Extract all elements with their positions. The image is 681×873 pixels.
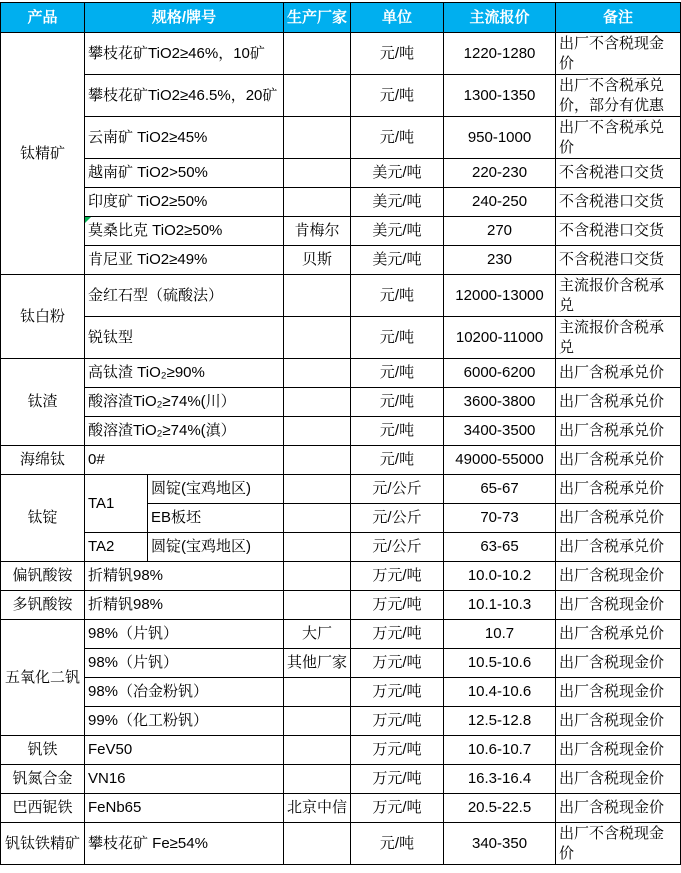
table-row: [1, 707, 681, 736]
price-cell: 6000-6200: [444, 359, 556, 388]
note-cell: 出厂含税现金价: [556, 736, 681, 765]
table-row: [1, 33, 681, 75]
spec-cell: 金红石型（硫酸法）: [85, 275, 284, 317]
product-cell: 多钒酸铵: [1, 591, 85, 620]
spec-cell: 折精钒98%: [85, 562, 284, 591]
note-cell: 出厂含税承兑价: [556, 620, 681, 649]
table-row: [1, 823, 681, 865]
price-cell: 270: [444, 217, 556, 246]
product-cell: 五氧化二钒: [1, 620, 85, 736]
note-cell: 出厂不含税承兑价: [556, 117, 681, 159]
producer-cell: 北京中信: [284, 794, 351, 823]
spec-cell: 越南矿 TiO2>50%: [85, 159, 284, 188]
unit-cell: 元/吨: [351, 117, 444, 159]
spec-cell: 98%（片钒）: [85, 649, 284, 678]
unit-cell: 元/吨: [351, 446, 444, 475]
note-cell: 主流报价含税承兑: [556, 317, 681, 359]
brand-cell: TA2: [85, 533, 148, 562]
note-cell: 出厂含税承兑价: [556, 533, 681, 562]
unit-cell: 美元/吨: [351, 217, 444, 246]
product-cell: 钛渣: [1, 359, 85, 446]
producer-cell: [284, 188, 351, 217]
note-cell: 不含税港口交货: [556, 217, 681, 246]
table-row: [1, 765, 681, 794]
product-cell: 偏钒酸铵: [1, 562, 85, 591]
price-cell: 49000-55000: [444, 446, 556, 475]
price-cell: 12000-13000: [444, 275, 556, 317]
price-cell: 12.5-12.8: [444, 707, 556, 736]
note-cell: 出厂含税现金价: [556, 649, 681, 678]
note-cell: 出厂含税现金价: [556, 794, 681, 823]
price-cell: 10.0-10.2: [444, 562, 556, 591]
unit-cell: 万元/吨: [351, 678, 444, 707]
unit-cell: 万元/吨: [351, 707, 444, 736]
spec-cell: 攀枝花矿TiO2≥46%，10矿: [85, 33, 284, 75]
table-row: [1, 736, 681, 765]
price-cell: 70-73: [444, 504, 556, 533]
spec-cell: 莫桑比克 TiO2≥50%: [85, 217, 284, 246]
table-row: [1, 117, 681, 159]
price-cell: 20.5-22.5: [444, 794, 556, 823]
unit-cell: 元/吨: [351, 417, 444, 446]
spec-cell: FeV50: [85, 736, 284, 765]
table-row: [1, 649, 681, 678]
producer-cell: [284, 159, 351, 188]
unit-cell: 元/吨: [351, 823, 444, 865]
unit-cell: 美元/吨: [351, 246, 444, 275]
spec-cell: 印度矿 TiO2≥50%: [85, 188, 284, 217]
producer-cell: [284, 275, 351, 317]
table-row: [1, 475, 681, 504]
table-row: [1, 620, 681, 649]
header-product: 产品: [1, 3, 85, 33]
unit-cell: 万元/吨: [351, 794, 444, 823]
unit-cell: 元/吨: [351, 75, 444, 117]
unit-cell: 美元/吨: [351, 159, 444, 188]
producer-cell: 其他厂家: [284, 649, 351, 678]
note-cell: 出厂含税承兑价: [556, 446, 681, 475]
header-note: 备注: [556, 3, 681, 33]
spec-cell: 攀枝花矿 Fe≥54%: [85, 823, 284, 865]
producer-cell: [284, 117, 351, 159]
table-row: [1, 562, 681, 591]
note-cell: 不含税港口交货: [556, 159, 681, 188]
spec-cell: 高钛渣 TiO₂≥90%: [85, 359, 284, 388]
price-cell: 950-1000: [444, 117, 556, 159]
product-cell: 钛白粉: [1, 275, 85, 359]
table-row: [1, 794, 681, 823]
table-row: [1, 678, 681, 707]
producer-cell: [284, 475, 351, 504]
producer-cell: 肯梅尔: [284, 217, 351, 246]
price-cell: 16.3-16.4: [444, 765, 556, 794]
unit-cell: 万元/吨: [351, 591, 444, 620]
note-cell: 出厂含税承兑价: [556, 388, 681, 417]
note-cell: 出厂含税现金价: [556, 765, 681, 794]
table-row: [1, 275, 681, 317]
spec-cell: 圆锭(宝鸡地区): [148, 475, 284, 504]
producer-cell: [284, 317, 351, 359]
product-cell: 巴西铌铁: [1, 794, 85, 823]
table-row: [1, 388, 681, 417]
product-cell: 钛精矿: [1, 33, 85, 275]
producer-cell: [284, 562, 351, 591]
spec-cell: 酸溶渣TiO₂≥74%(滇）: [85, 417, 284, 446]
note-cell: 出厂含税现金价: [556, 707, 681, 736]
price-cell: 10.1-10.3: [444, 591, 556, 620]
unit-cell: 万元/吨: [351, 620, 444, 649]
price-cell: 3600-3800: [444, 388, 556, 417]
producer-cell: [284, 504, 351, 533]
note-cell: 主流报价含税承兑: [556, 275, 681, 317]
spec-cell: 99%（化工粉钒）: [85, 707, 284, 736]
producer-cell: [284, 533, 351, 562]
unit-cell: 元/吨: [351, 275, 444, 317]
table-row: [1, 75, 681, 117]
header-price: 主流报价: [444, 3, 556, 33]
unit-cell: 元/公斤: [351, 475, 444, 504]
note-cell: 出厂不含税现金价: [556, 33, 681, 75]
unit-cell: 元/吨: [351, 359, 444, 388]
unit-cell: 万元/吨: [351, 736, 444, 765]
price-table: [0, 2, 681, 865]
spec-cell: 98%（片钒）: [85, 620, 284, 649]
price-cell: 1220-1280: [444, 33, 556, 75]
header-producer: 生产厂家: [284, 3, 351, 33]
product-cell: 钒铁: [1, 736, 85, 765]
price-cell: 220-230: [444, 159, 556, 188]
price-cell: 10.6-10.7: [444, 736, 556, 765]
note-cell: 出厂含税现金价: [556, 562, 681, 591]
price-cell: 10200-11000: [444, 317, 556, 359]
product-cell: 钛锭: [1, 475, 85, 562]
note-cell: 出厂不含税承兑价，部分有优惠: [556, 75, 681, 117]
note-cell: 出厂含税承兑价: [556, 359, 681, 388]
spec-cell: 酸溶渣TiO₂≥74%(川）: [85, 388, 284, 417]
price-table-body: [1, 33, 681, 865]
unit-cell: 万元/吨: [351, 562, 444, 591]
producer-cell: [284, 736, 351, 765]
unit-cell: 元/吨: [351, 388, 444, 417]
spec-cell: 攀枝花矿TiO2≥46.5%，20矿: [85, 75, 284, 117]
table-row: [1, 317, 681, 359]
unit-cell: 元/公斤: [351, 533, 444, 562]
producer-cell: [284, 765, 351, 794]
table-row: [1, 359, 681, 388]
producer-cell: 贝斯: [284, 246, 351, 275]
unit-cell: 万元/吨: [351, 649, 444, 678]
producer-cell: [284, 446, 351, 475]
header-row: [1, 3, 681, 33]
price-cell: 63-65: [444, 533, 556, 562]
note-cell: 出厂含税现金价: [556, 678, 681, 707]
table-row: [1, 533, 681, 562]
unit-cell: 万元/吨: [351, 765, 444, 794]
spec-cell: 折精钒98%: [85, 591, 284, 620]
producer-cell: [284, 707, 351, 736]
producer-cell: [284, 33, 351, 75]
spec-cell: 98%（冶金粉钒）: [85, 678, 284, 707]
producer-cell: 大厂: [284, 620, 351, 649]
spec-cell: 肯尼亚 TiO2≥49%: [85, 246, 284, 275]
price-cell: 10.7: [444, 620, 556, 649]
spec-cell: EB板坯: [148, 504, 284, 533]
table-row: [1, 217, 681, 246]
price-cell: 10.4-10.6: [444, 678, 556, 707]
price-cell: 340-350: [444, 823, 556, 865]
note-cell: 出厂不含税现金价: [556, 823, 681, 865]
price-cell: 240-250: [444, 188, 556, 217]
spec-cell: 0#: [85, 446, 284, 475]
note-cell: 出厂含税现金价: [556, 591, 681, 620]
product-cell: 钒钛铁精矿: [1, 823, 85, 865]
note-cell: 不含税港口交货: [556, 188, 681, 217]
unit-cell: 元/吨: [351, 317, 444, 359]
unit-cell: 美元/吨: [351, 188, 444, 217]
product-cell: 钒氮合金: [1, 765, 85, 794]
price-cell: 10.5-10.6: [444, 649, 556, 678]
price-cell: 65-67: [444, 475, 556, 504]
product-cell: 海绵钛: [1, 446, 85, 475]
price-cell: 3400-3500: [444, 417, 556, 446]
producer-cell: [284, 388, 351, 417]
note-cell: 不含税港口交货: [556, 246, 681, 275]
producer-cell: [284, 823, 351, 865]
cell-flag-icon: [85, 217, 91, 223]
header-spec: 规格/牌号: [85, 3, 284, 33]
table-row: [1, 417, 681, 446]
producer-cell: [284, 417, 351, 446]
producer-cell: [284, 359, 351, 388]
price-cell: 230: [444, 246, 556, 275]
spec-cell: 圆锭(宝鸡地区): [148, 533, 284, 562]
producer-cell: [284, 75, 351, 117]
table-row: [1, 159, 681, 188]
spec-cell: 锐钛型: [85, 317, 284, 359]
brand-cell: TA1: [85, 475, 148, 533]
producer-cell: [284, 591, 351, 620]
table-row: [1, 246, 681, 275]
header-unit: 单位: [351, 3, 444, 33]
price-cell: 1300-1350: [444, 75, 556, 117]
note-cell: 出厂含税承兑价: [556, 504, 681, 533]
unit-cell: 元/吨: [351, 33, 444, 75]
spec-cell: FeNb65: [85, 794, 284, 823]
table-row: [1, 591, 681, 620]
producer-cell: [284, 678, 351, 707]
spec-cell: 云南矿 TiO2≥45%: [85, 117, 284, 159]
table-row: [1, 188, 681, 217]
spec-cell: VN16: [85, 765, 284, 794]
table-row: [1, 446, 681, 475]
unit-cell: 元/公斤: [351, 504, 444, 533]
note-cell: 出厂含税承兑价: [556, 475, 681, 504]
note-cell: 出厂含税承兑价: [556, 417, 681, 446]
